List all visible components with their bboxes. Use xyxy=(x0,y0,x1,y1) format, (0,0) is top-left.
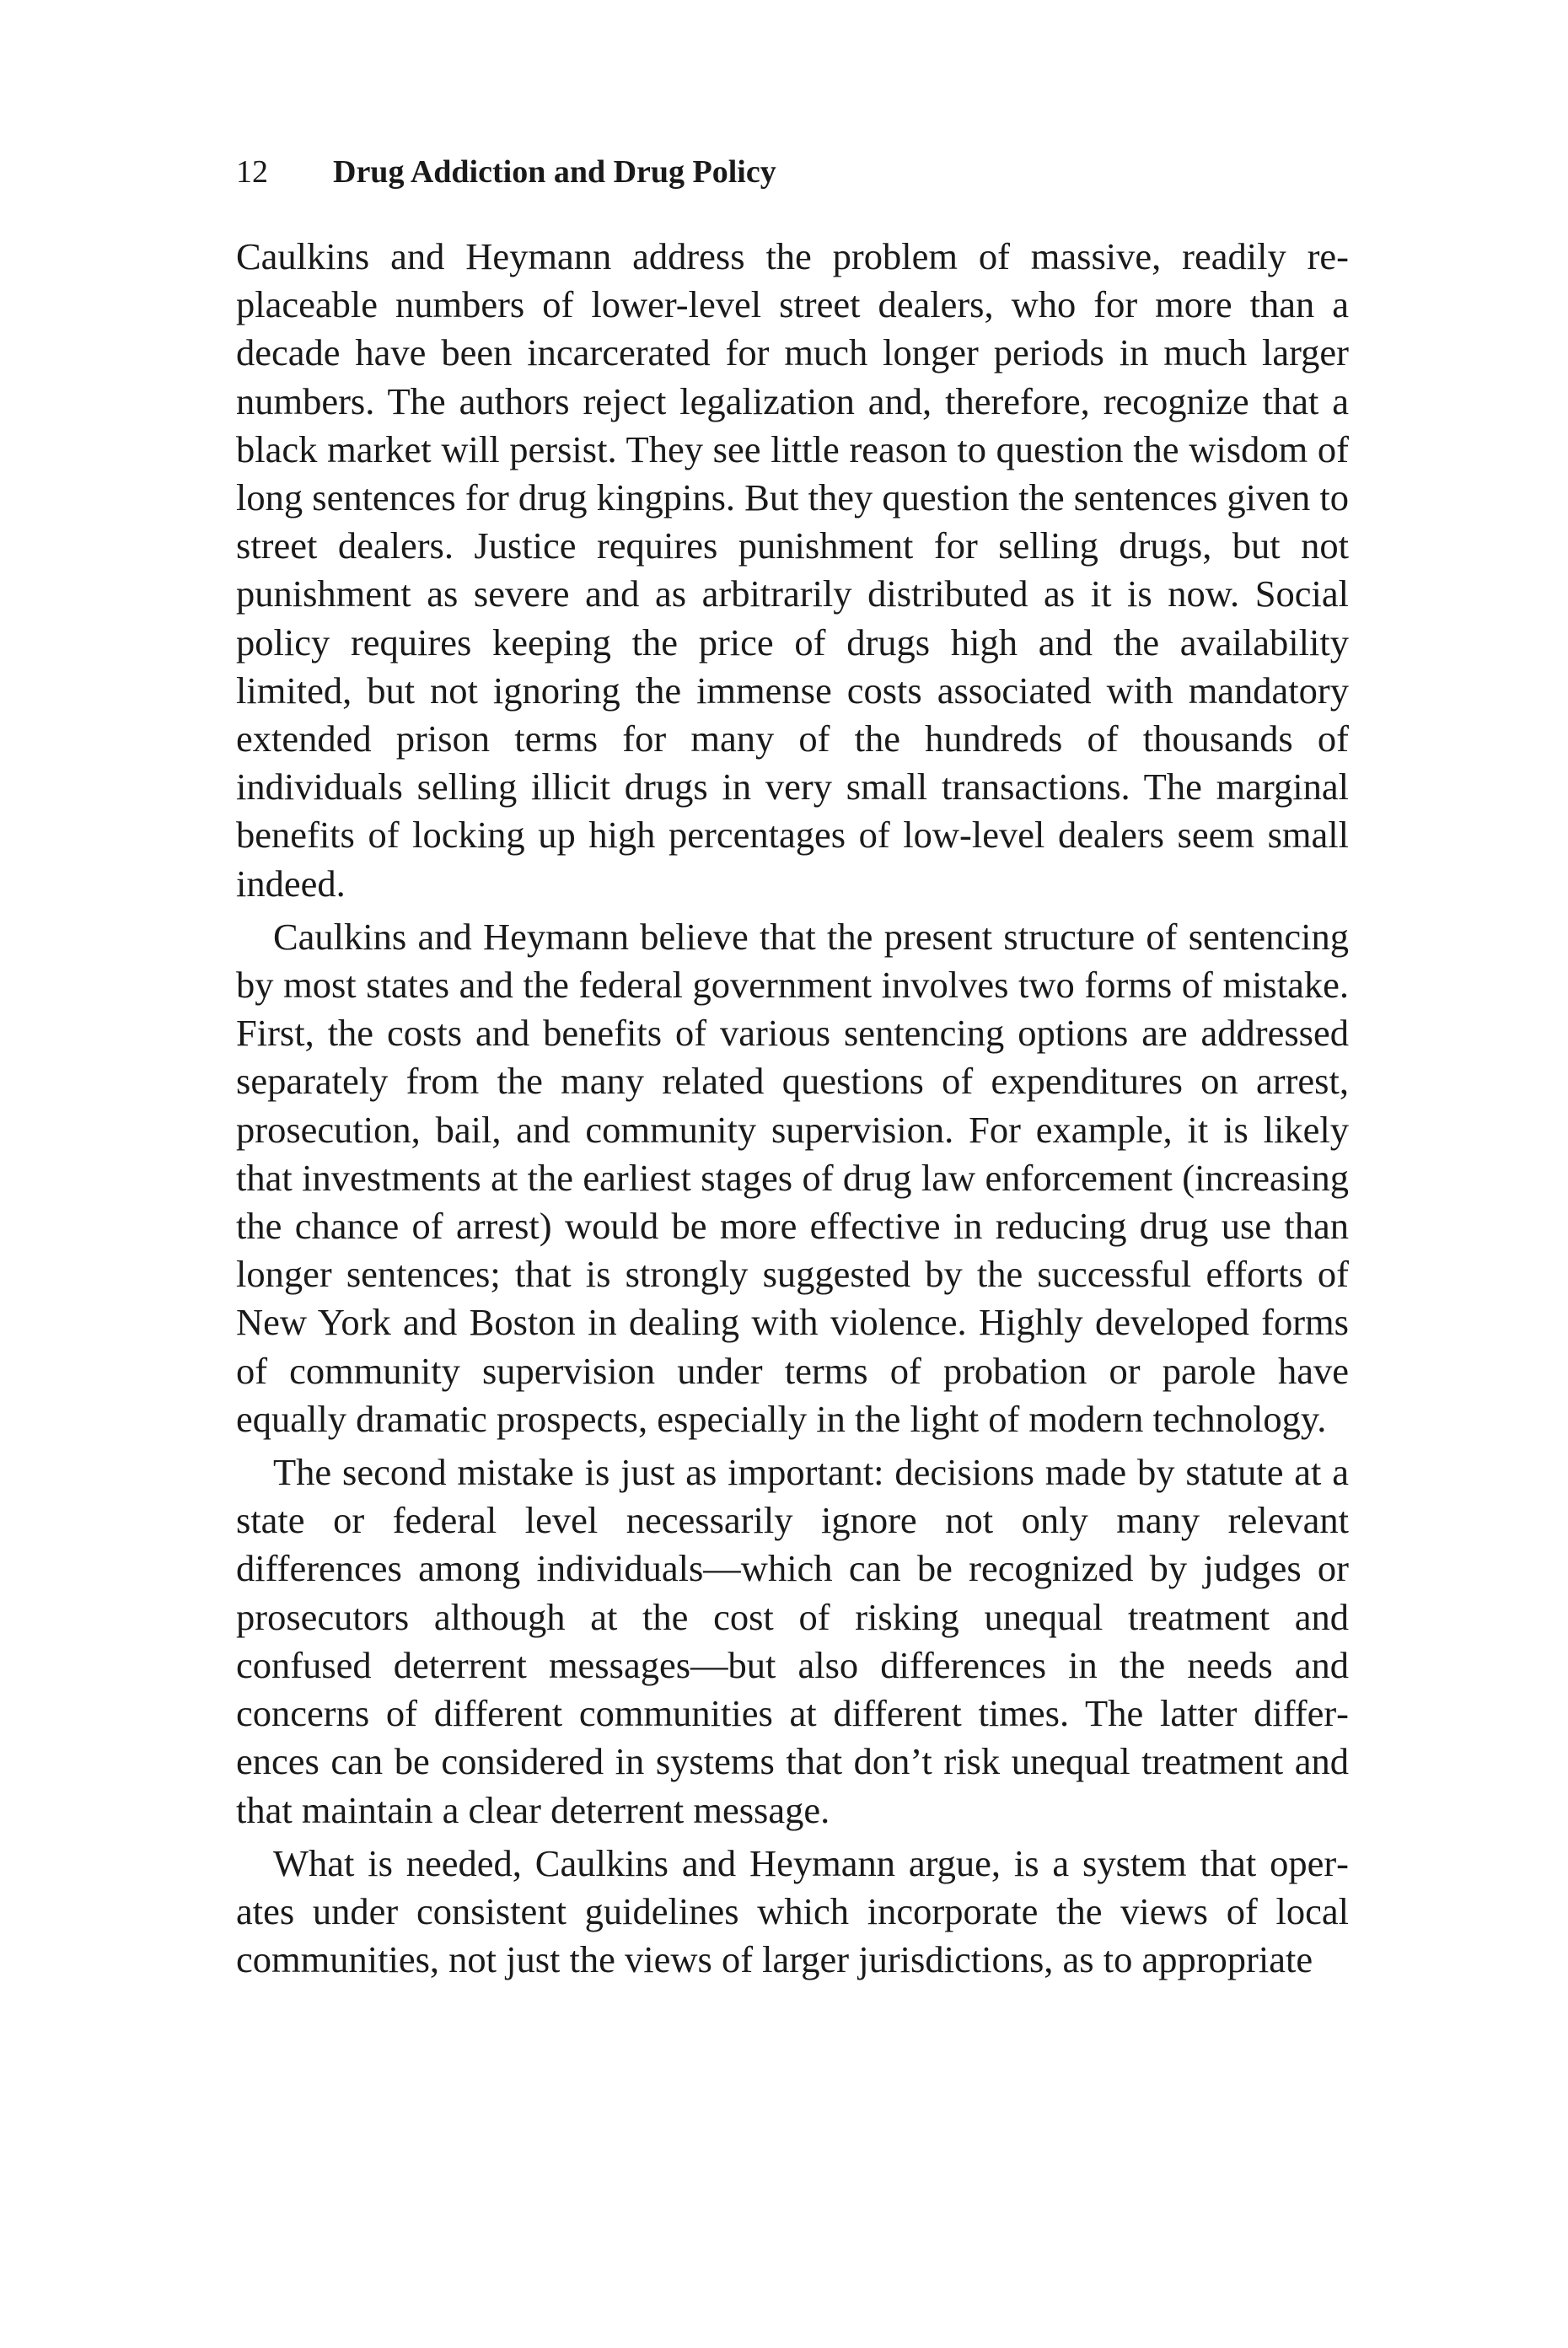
paragraph: What is needed, Caulkins and Heymann argue, is a system that operates under consistent guidelines which incorporate the views of local communities, not just the views of larger jurisdictions, as to appropriate xyxy=(236,1841,1349,1981)
page-number: 12 xyxy=(236,154,268,190)
paragraph: Caulkins and Heymann believe that the present structure of sentencing by most states and the federal government involves two forms of mistake. First, the costs and benefits of various sentencing options are addressed separately from the many related questions of expenditures on arrest, prosecution, bail, and community supervision. For example, it is likely that investments at the earliest stages of drug law enforcement (increasing the chance of arrest) would be more effective in reducing drug use than longer sentences; that is strongly suggested by the successful efforts of New York and Boston in dealing with violence. Highly developed forms of community supervision under terms of probation or parole have equally dramatic prospects, especially in the light of modern technology. xyxy=(236,915,1349,1440)
paragraph: Caulkins and Heymann address the problem of massive, readily replaceable numbers of lower-level street dealers, who for more than a decade have been incarcerated for much longer periods in much larger numbers. The authors reject legalization and, therefore, recognize that a black market will persist. They see little reason to question the wisdom of long sentences for drug kingpins. But they question the sentences given to street dealers. Justice requires punishment for selling drugs, but not punishment as severe and as arbitrarily distributed as it is now. Social policy requires keeping the price of drugs high and the availability limited, but not ignoring the immense costs associated with mandatory extended prison terms for many of the hundreds of thousands of individuals selling illicit drugs in very small transactions. The marginal benefits of locking up high percentages of low-level dealers seem small indeed. xyxy=(236,235,1349,905)
running-title: Drug Addiction and Drug Policy xyxy=(333,154,776,190)
running-head xyxy=(236,152,1349,192)
paragraph: The second mistake is just as important: decisions made by statute at a state or federal level necessarily ignore not only many relevant differences among individuals—which can be recognized by judges or prosecutors although at the cost of risking unequal treatment and confused deterrent messages—but also differences in the needs and concerns of different communities at different times. The latter differences can be considered in systems that don’t risk unequal treatment and that maintain a clear deterrent message. xyxy=(236,1451,1349,1831)
body-text xyxy=(236,233,1349,1989)
